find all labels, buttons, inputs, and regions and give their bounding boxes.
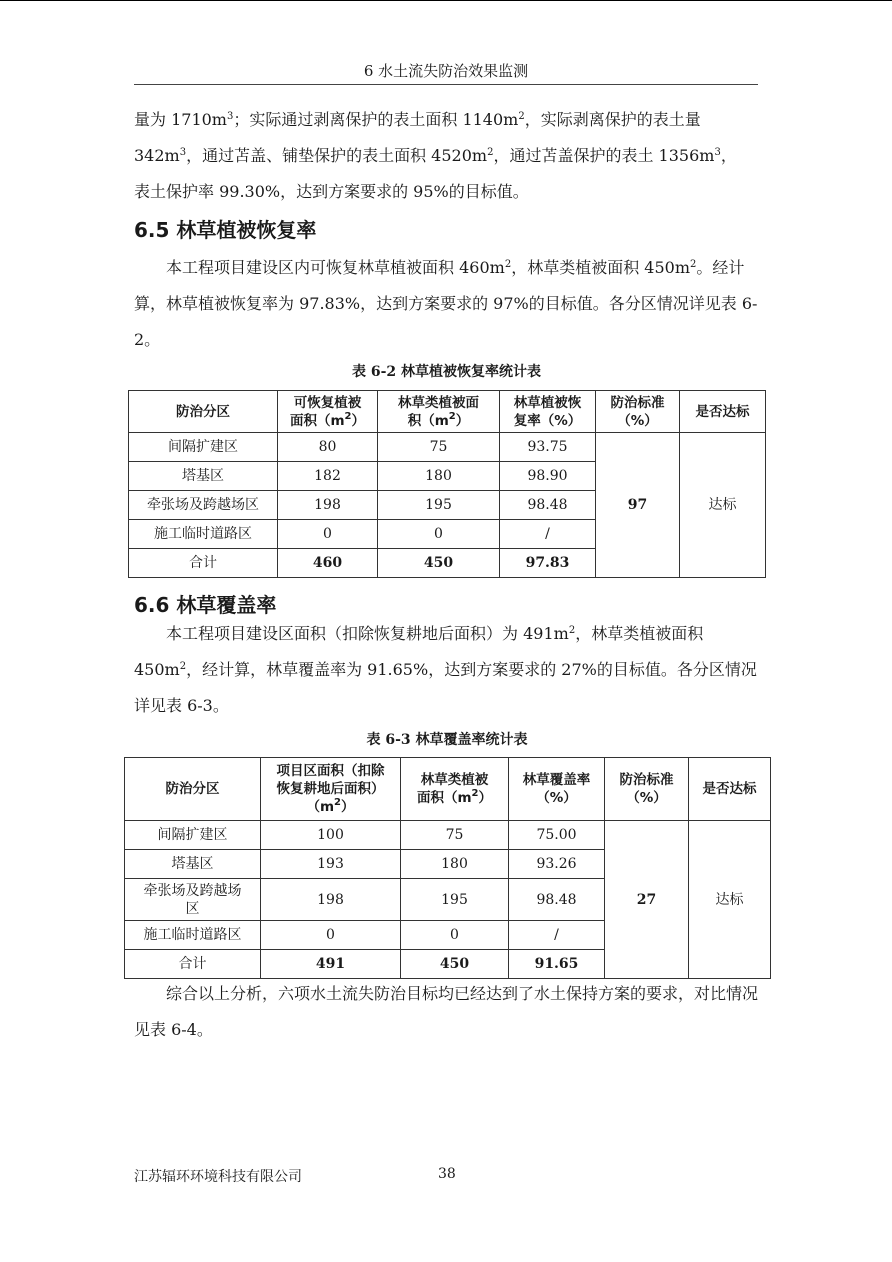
col-header-restoration-rate: 林草植被恢 复率（%） — [500, 391, 596, 433]
cell-total-project-area: 491 — [261, 950, 401, 979]
cell-restorable-area: 182 — [278, 462, 378, 491]
table-6-2 — [128, 390, 766, 578]
table-header-row — [125, 758, 771, 821]
table-header-row — [129, 391, 766, 433]
cell-zone: 牵张场及跨越场区 — [129, 491, 278, 520]
footer-page-number: 38 — [438, 1166, 456, 1182]
cell-rate: 75.00 — [509, 821, 605, 850]
cell-restorable-area: 0 — [278, 520, 378, 549]
cell-zone: 塔基区 — [129, 462, 278, 491]
cell-vegetation-area: 75 — [378, 433, 500, 462]
col-header-standard: 防治标准 （%） — [605, 758, 689, 821]
cell-compliance: 达标 — [689, 821, 771, 979]
cell-project-area: 100 — [261, 821, 401, 850]
col-header-restorable-area: 可恢复植被 面积$(m^2)$ — [278, 391, 378, 433]
cell-rate: / — [500, 520, 596, 549]
col-header-zone: 防治分区 — [125, 758, 261, 821]
running-header: 6 水土流失防治效果监测 — [134, 60, 758, 85]
cell-rate: 98.48 — [500, 491, 596, 520]
cell-standard: 97 — [596, 433, 680, 578]
cell-vegetation-area: 195 — [378, 491, 500, 520]
table-row — [125, 821, 771, 850]
section-6-5-paragraph: 本工程项目建设区内可恢复林草植被面积 $460m^2$，林草类植被面积 $450m^2$。经计算，林草植被恢复率为 97.83%，达到方案要求的 97%的目标值。各分区情况详见表 6-2。 — [134, 258, 758, 349]
cell-zone: 间隔扩建区 — [129, 433, 278, 462]
cell-vegetation-area: 180 — [401, 850, 509, 879]
col-header-compliance: 是否达标 — [680, 391, 766, 433]
cell-standard: 27 — [605, 821, 689, 979]
cell-project-area: 193 — [261, 850, 401, 879]
cell-zone: 牵张场及跨越场 区 — [125, 879, 261, 921]
cell-vegetation-area: 180 — [378, 462, 500, 491]
col-header-standard: 防治标准 （%） — [596, 391, 680, 433]
cell-rate: 93.26 — [509, 850, 605, 879]
cell-restorable-area: 80 — [278, 433, 378, 462]
top-border-rule — [0, 0, 892, 1]
cell-total-vegetation-area: 450 — [378, 549, 500, 578]
section-6-6-paragraph: 本工程项目建设区面积（扣除恢复耕地后面积）为 $491m^2$，林草类植被面积$450m^2$，经计算，林草覆盖率为 91.65%，达到方案要求的 27%的目标值。各分区情况详见表 6-3。 — [134, 624, 757, 715]
cell-zone: 施工临时道路区 — [125, 921, 261, 950]
section-heading-6-5: 6.5 林草植被恢复率 — [134, 218, 317, 242]
table-6-2-caption: 表 6-2 林草植被恢复率统计表 — [351, 364, 542, 380]
table-row — [129, 433, 766, 462]
cell-total-label: 合计 — [129, 549, 278, 578]
cell-total-label: 合计 — [125, 950, 261, 979]
col-header-project-area: 项目区面积（扣除 恢复耕地后面积） $(m^2)$ — [261, 758, 401, 821]
cell-total-rate: 91.65 — [509, 950, 605, 979]
section-heading-6-6: 6.6 林草覆盖率 — [134, 593, 277, 617]
cell-vegetation-area: 195 — [401, 879, 509, 921]
cell-zone: 间隔扩建区 — [125, 821, 261, 850]
cell-rate: / — [509, 921, 605, 950]
col-header-coverage-rate: 林草覆盖率 （%） — [509, 758, 605, 821]
intro-paragraph: 量为 $1710m^3$；实际通过剥离保护的表土面积 $1140m^2$，实际剥离保护的表土量 $342m^3$，通过苫盖、铺垫保护的表土面积 $4520m^2$，通过苫盖保护的表土 $1356m^3$， 表土保护率 99.30%，达到方案要求的 95%的目标值。 — [134, 110, 737, 201]
cell-vegetation-area: 75 — [401, 821, 509, 850]
cell-vegetation-area: 0 — [401, 921, 509, 950]
cell-rate: 98.90 — [500, 462, 596, 491]
col-header-compliance: 是否达标 — [689, 758, 771, 821]
col-header-vegetation-area: 林草类植被 面积$(m^2)$ — [401, 758, 509, 821]
conclusion-paragraph: 综合以上分析，六项水土流失防治目标均已经达到了水土保持方案的要求，对比情况见表 6-4。 — [134, 984, 759, 1039]
cell-vegetation-area: 0 — [378, 520, 500, 549]
col-header-zone: 防治分区 — [129, 391, 278, 433]
cell-rate: 93.75 — [500, 433, 596, 462]
cell-compliance: 达标 — [680, 433, 766, 578]
cell-zone: 塔基区 — [125, 850, 261, 879]
cell-restorable-area: 198 — [278, 491, 378, 520]
cell-total-rate: 97.83 — [500, 549, 596, 578]
cell-rate: 98.48 — [509, 879, 605, 921]
cell-project-area: 198 — [261, 879, 401, 921]
cell-project-area: 0 — [261, 921, 401, 950]
table-6-3-caption: 表 6-3 林草覆盖率统计表 — [366, 732, 528, 748]
cell-total-vegetation-area: 450 — [401, 950, 509, 979]
footer-company-name: 江苏辐环环境科技有限公司 — [134, 1169, 302, 1185]
col-header-vegetation-area: 林草类植被面 积$(m^2)$ — [378, 391, 500, 433]
cell-zone: 施工临时道路区 — [129, 520, 278, 549]
cell-total-restorable-area: 460 — [278, 549, 378, 578]
table-6-3 — [124, 757, 771, 979]
